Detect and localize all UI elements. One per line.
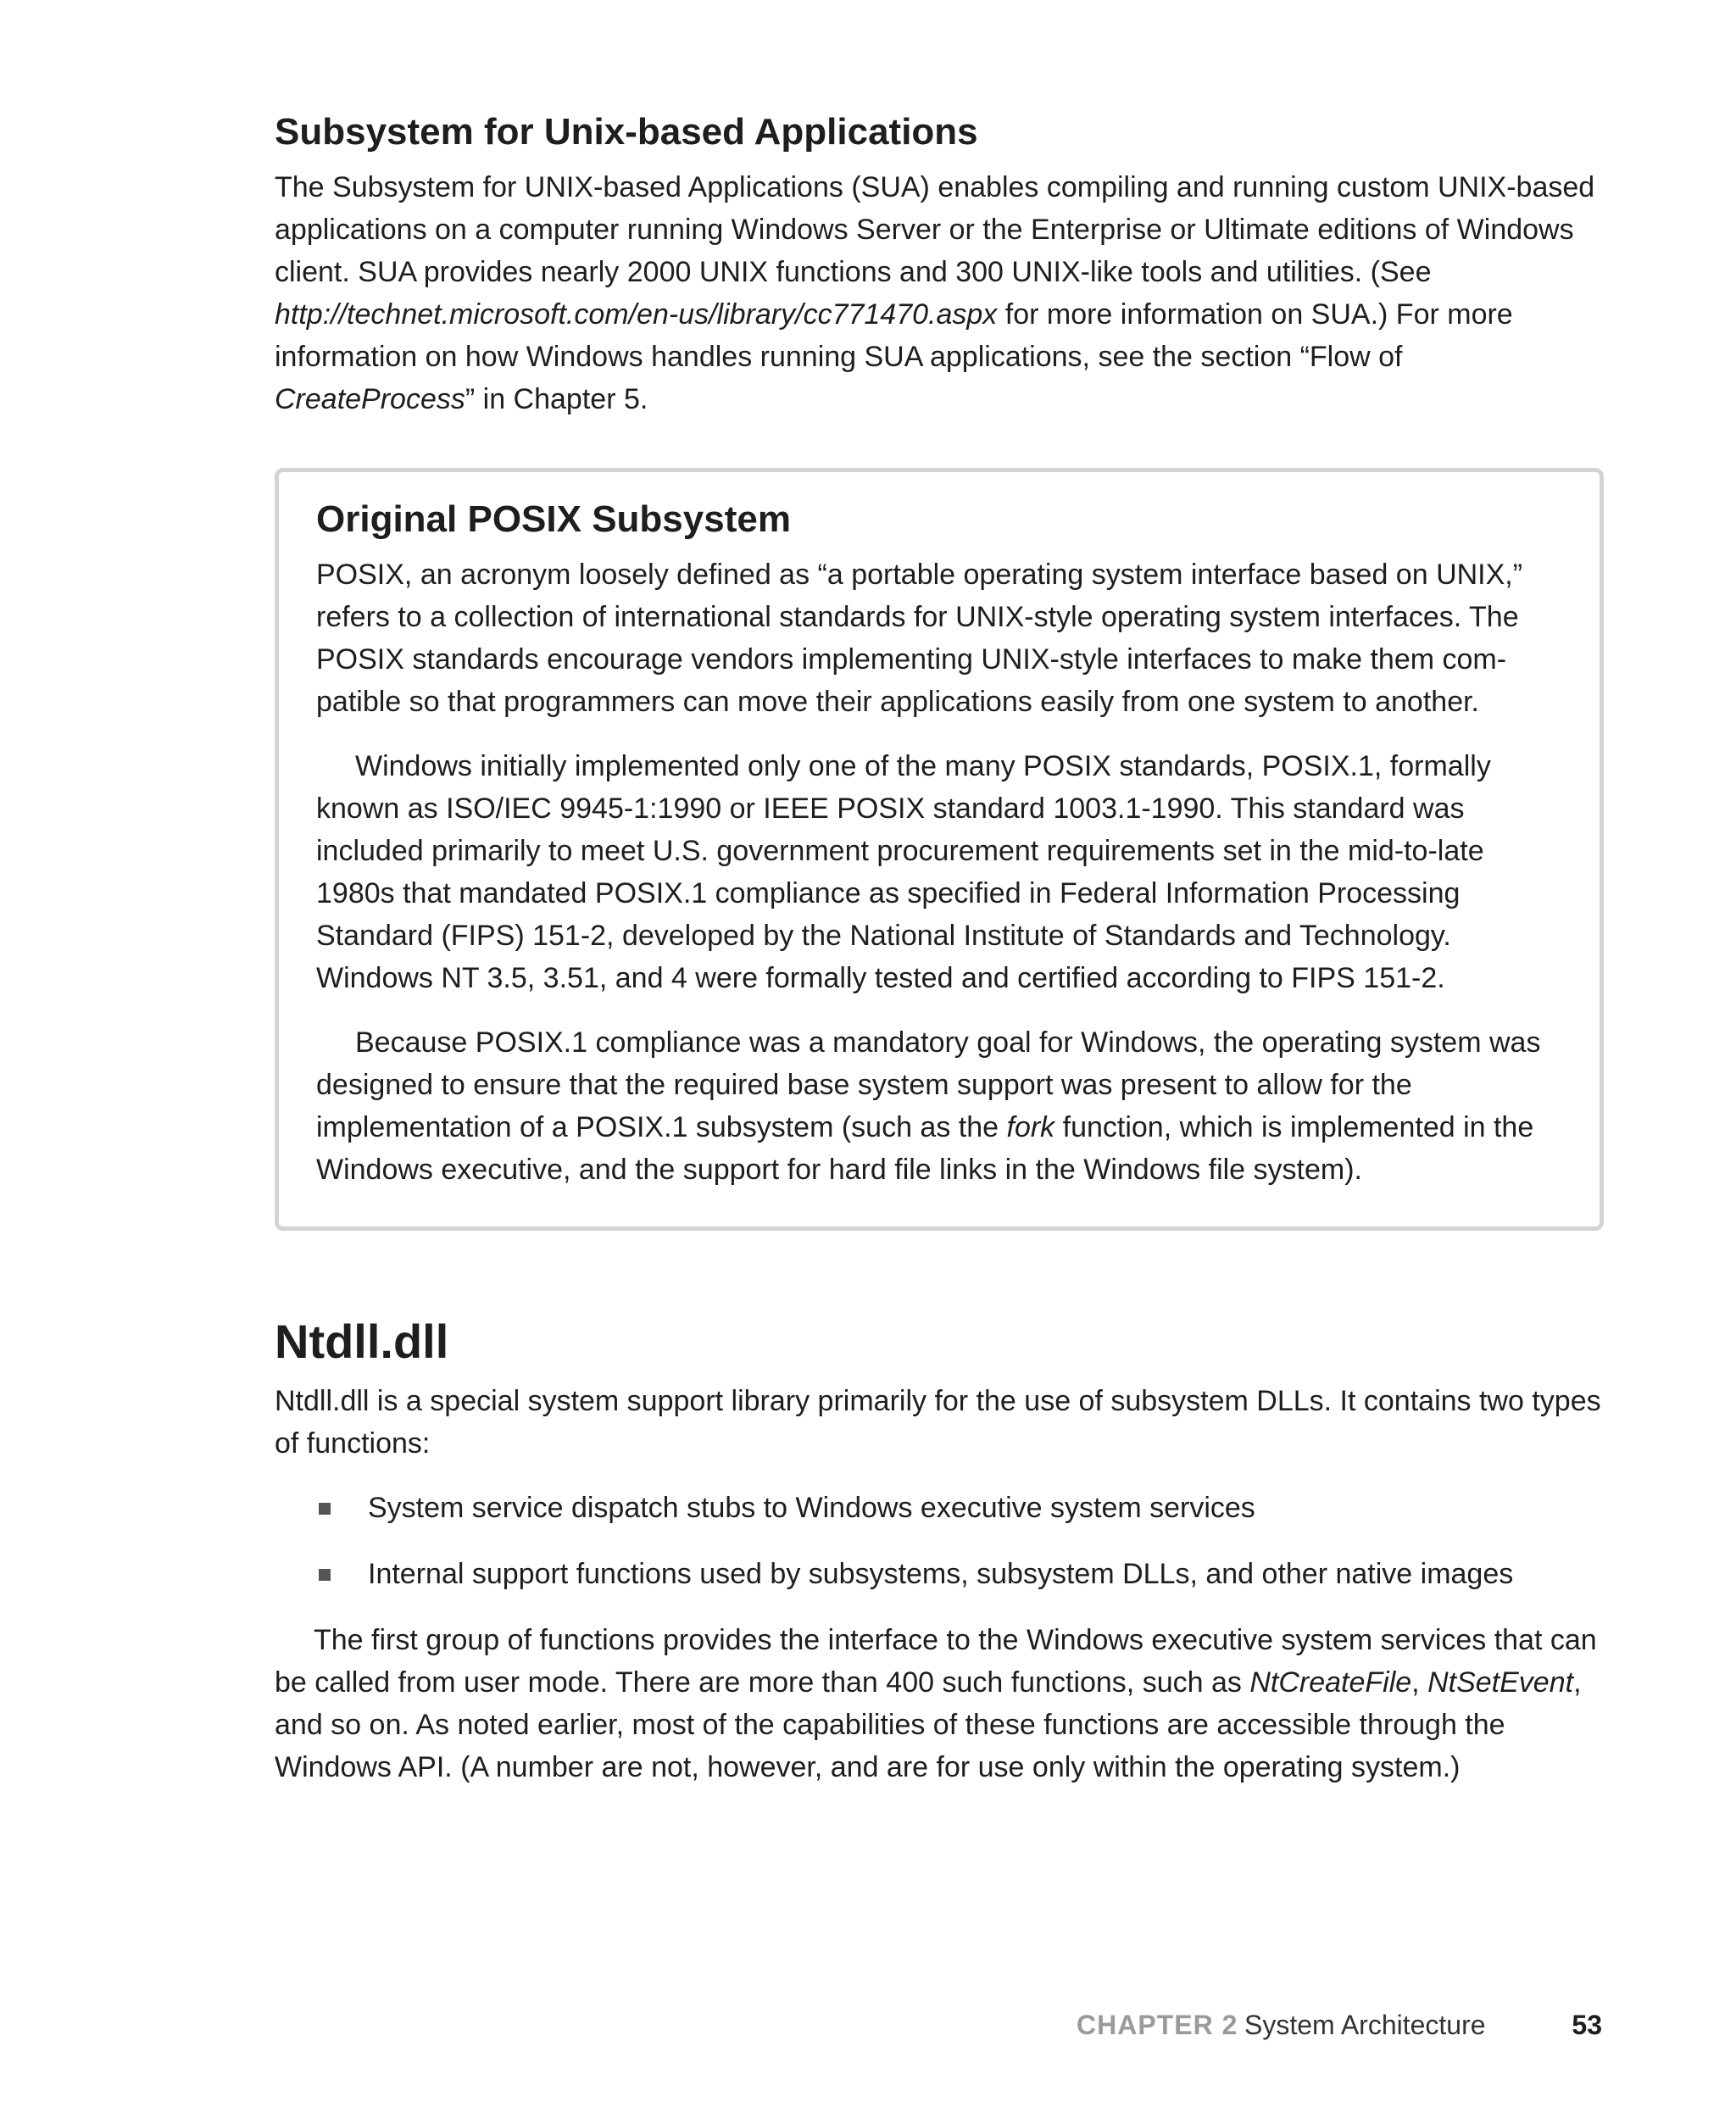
footer-chapter-label: CHAPTER 2 <box>1077 2010 1238 2040</box>
footer-chapter-title: System Architecture <box>1244 2010 1486 2040</box>
sidebar-paragraph-2: Windows initially implemented only one of the many POSIX standards, POSIX.1, formally known as ISO/IEC 9945-1:1990 or IEEE POSIX standard 1003.1-1990. This standard was included primarily to meet U.S. government procurement requirements set in the mid-to-late 1980s that mandated POSIX.1 compliance as specified in Federal Information Processing Standard (FIPS) 151-2, developed by the National Institute of Standards and Technology. Windows NT 3.5, 3.51, and 4 were formally tested and certified according to FIPS 151-2. <box>316 750 1491 994</box>
sua-createprocess-term: CreateProcess <box>275 383 465 415</box>
sua-heading: Subsystem for Unix-based Applications <box>275 111 978 153</box>
list-item-text: System service dispatch stubs to Windows executive system services <box>368 1492 1255 1524</box>
ntdll-intro-paragraph: Ntdll.dll is a special system support library primarily for the use of subsystem DLLs. It contains two types of functions: <box>275 1385 1601 1460</box>
sidebar-p3-text-1: Because POSIX.1 compliance was a mandatory goal for Windows, the operating system was designed to ensure that the required base system support was present to allow for the implementation of a POSIX.1 subsystem (such as the <box>316 1026 1541 1143</box>
posix-sidebar-box <box>275 468 1604 1231</box>
sidebar-paragraph-1: POSIX, an acronym loosely defined as “a portable operating system interface based on UNIX,” refers to a collection of international standards for UNIX-style operating system interfaces. The POSIX standards encourage vendors implementing UNIX-style interfaces to make them compatible so that programmers can move their applications easily from one system to another. <box>316 559 1523 718</box>
ntdll-heading: Ntdll.dll <box>275 1315 449 1368</box>
sua-text-1: The Subsystem for UNIX-based Applications (SUA) enables compiling and running custom UNIX-based applications on a computer running Windows Server or the Enterprise or Ultimate editions of Windows client. SUA provides nearly 2000 UNIX functions and 300 UNIX-like tools and utilities. (See <box>275 171 1595 288</box>
sua-paragraph <box>275 166 1602 420</box>
square-bullet-icon <box>319 1569 331 1581</box>
list-item <box>275 1487 1602 1529</box>
ntdll-p2-text-3: , and so on. As noted earlier, most of the capabilities of these functions are accessible through the Windows API. (A number are not, however, and are for use only within the operating system.) <box>275 1666 1582 1783</box>
sua-technet-link: http://technet.microsoft.com/en-us/library/cc771470.aspx <box>275 298 998 331</box>
sidebar-fork-term: fork <box>1006 1111 1055 1143</box>
ntdll-function-types-list <box>275 1487 1602 1595</box>
ntdll-p2-text-1: The first group of functions provides the interface to the Windows executive system services that can be called from user mode. There are more than 400 such functions, such as <box>275 1624 1597 1699</box>
sidebar-heading: Original POSIX Subsystem <box>316 498 791 540</box>
ntcreatefile-term: NtCreateFile <box>1249 1666 1412 1699</box>
square-bullet-icon <box>319 1503 331 1515</box>
list-item <box>275 1553 1602 1595</box>
page-footer <box>1077 2004 1602 2046</box>
sua-text-3: ” in Chapter 5. <box>465 383 648 415</box>
sidebar-p3-text-2: function, which is implemented in the Windows executive, and the support for hard file links in the Windows file system). <box>316 1111 1534 1186</box>
ntsetevent-term: NtSetEvent <box>1427 1666 1574 1699</box>
list-item-text: Internal support functions used by subsystems, subsystem DLLs, and other native images <box>368 1558 1514 1590</box>
footer-page-number: 53 <box>1572 2010 1602 2040</box>
ntdll-paragraph-2 <box>275 1619 1602 1788</box>
sidebar-paragraph-3 <box>316 1021 1562 1191</box>
sua-text-2: for more information on SUA.) For more information on how Windows handles running SUA applications, see the section “Flow of <box>275 298 1513 373</box>
ntdll-p2-text-2: , <box>1411 1666 1428 1699</box>
page-content <box>275 108 1602 1788</box>
